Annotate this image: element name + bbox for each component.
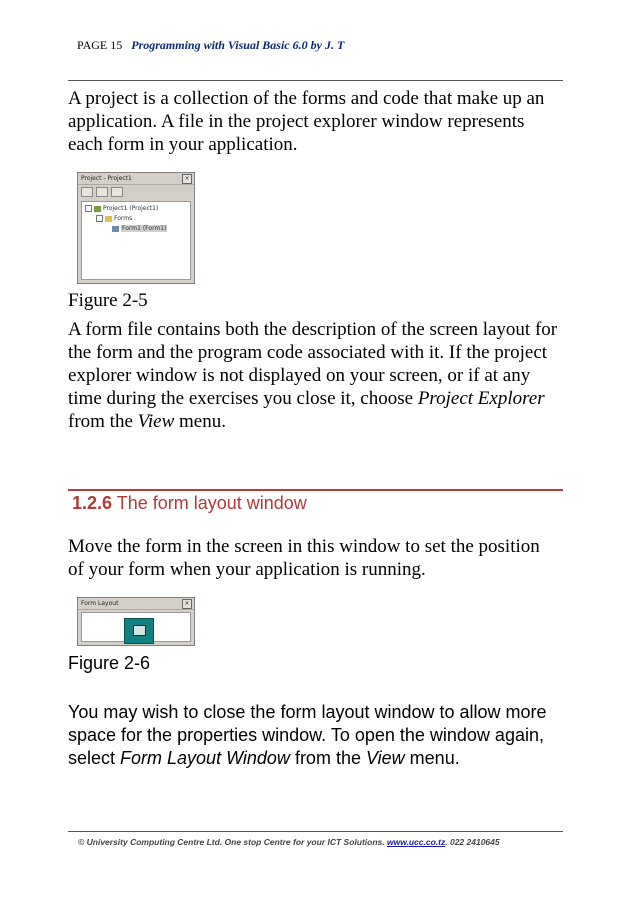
project-icon: [94, 206, 101, 212]
paragraph-form-file: A form file contains both the description of the screen layout for the form and the program code associated with it. If the project explorer window is not displayed on your screen, or if at any time during the exercises you close it, choose Project Explorer from the View menu.: [68, 319, 558, 432]
paragraph-layout: Move the form in the screen in this window to set the position of your form when your application is running.: [68, 536, 540, 580]
layout-window-titlebar: [78, 598, 194, 610]
book-title: Programming with Visual Basic 6.0 by J. T: [131, 38, 345, 52]
tree-node-project: Project1 (Project1): [85, 205, 158, 213]
page-number: PAGE 15: [77, 38, 123, 52]
project-window-title: Project - Project1: [81, 175, 132, 182]
section-heading: 1.2.6 The form layout window: [72, 493, 307, 513]
close-icon: ×: [182, 174, 192, 184]
project-window-toolbar: [78, 185, 194, 199]
folder-icon: [105, 216, 112, 222]
paragraph-close-layout: You may wish to close the form layout window to allow more space for the properties window. To open the window again, select Form Layout Window from the View menu.: [68, 702, 547, 768]
paragraph-project: A project is a collection of the forms and code that make up an application. A file in the project explorer window represents each form in your application.: [68, 88, 545, 155]
toggle-folders-icon: [111, 187, 123, 197]
form-icon: [112, 226, 119, 232]
page-footer: © University Computing Centre Ltd. One stop Centre for your ICT Solutions. www.ucc.co.tz. 022 2410645: [78, 837, 500, 847]
layout-screen: [81, 612, 191, 642]
tree-node-form1: Form1 (Form1): [112, 225, 167, 233]
view-object-icon: [96, 187, 108, 197]
website-link[interactable]: www.ucc.co.tz: [386, 837, 446, 847]
page-header: [77, 38, 344, 53]
figure-caption-2-6: Figure 2-6: [68, 653, 151, 673]
form-layout-window: [77, 597, 195, 646]
tree-node-forms: Forms: [96, 215, 132, 223]
form-preview-icon: [133, 625, 146, 636]
view-code-icon: [81, 187, 93, 197]
collapse-icon: [85, 205, 92, 212]
figure-caption-2-5: Figure 2-5: [68, 290, 148, 311]
footer-divider: [68, 831, 563, 832]
layout-window-title: Form Layout: [81, 600, 119, 607]
close-icon: ×: [182, 599, 192, 609]
project-explorer-window: [77, 172, 195, 284]
collapse-icon: [96, 215, 103, 222]
header-divider: [68, 80, 563, 81]
monitor-icon: [124, 618, 154, 644]
project-tree: [81, 201, 191, 280]
section-divider: [68, 489, 563, 491]
project-window-titlebar: [78, 173, 194, 185]
